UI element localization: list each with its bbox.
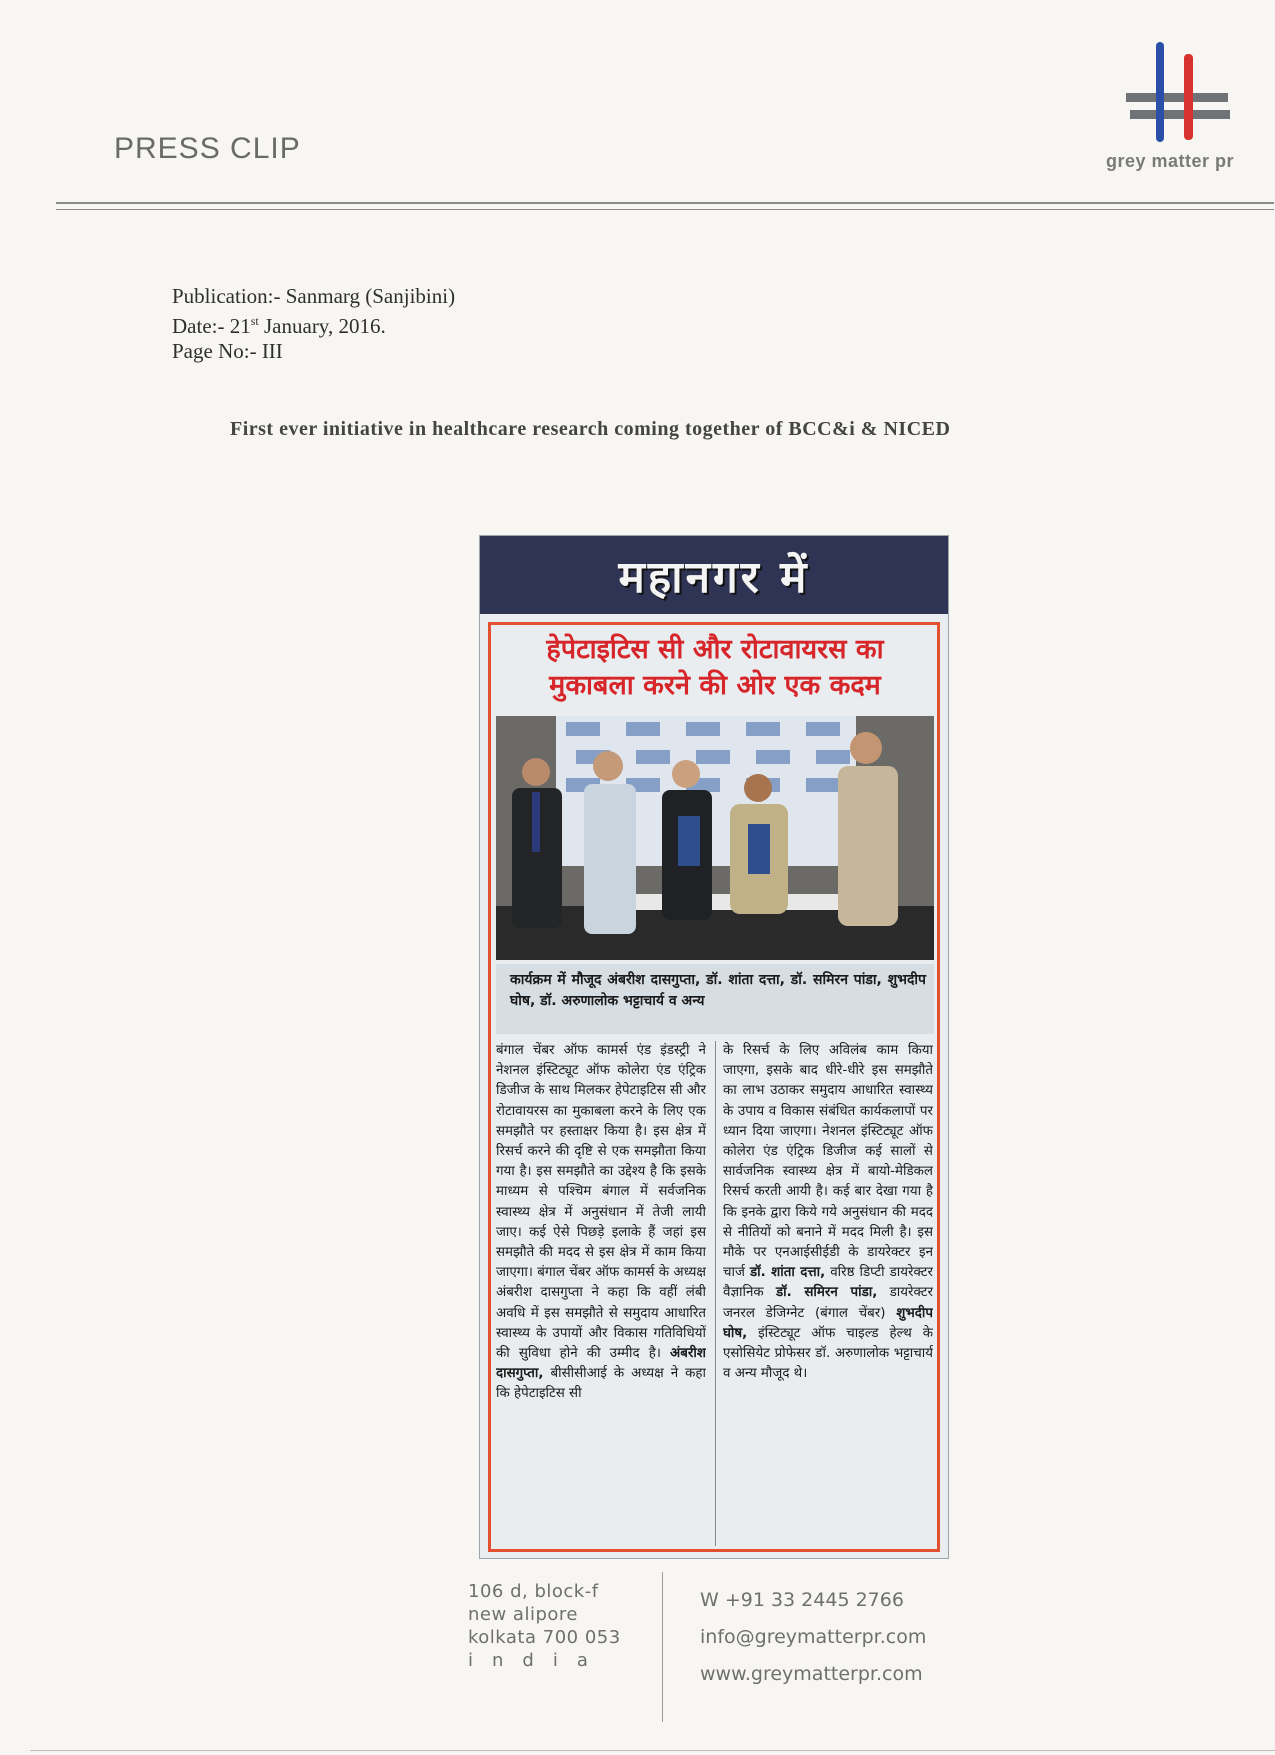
article-photo (496, 716, 934, 960)
publication-line: Publication:- Sanmarg (Sanjibini) (172, 284, 456, 308)
date-suffix: January, 2016. (258, 314, 386, 338)
address-line-4: india (468, 1650, 607, 1671)
newspaper-clipping (479, 535, 949, 1559)
column-divider (715, 1041, 716, 1546)
article-headline-line2: मुकाबला करने की ओर एक कदम (549, 670, 881, 701)
address-line-2: new alipore (468, 1604, 578, 1625)
footer-contact (700, 1582, 926, 1693)
publication-meta (172, 284, 455, 364)
footer-address (468, 1580, 621, 1672)
column2-text-d: इंस्टिट्यूट ऑफ चाइल्ड हेल्थ के एसोसियेट प्रोफेसर डॉ. अरुणालोक भट्टाचार्य व अन्य मौजूद थे। (723, 1325, 933, 1382)
press-clip-label: PRESS CLIP (114, 132, 301, 165)
article-column-2 (723, 1041, 933, 1549)
header-divider-thin (56, 209, 1274, 210)
column1-text-a: बंगाल चेंबर ऑफ कामर्स एंड इंडस्ट्री ने नेशनल इंस्टिट्यूट ऑफ कोलेरा एंड एंट्रिक डिजीज के साथ मिलकर हेपेटाइटिस सी और रोटावायरस का मुकाबला करने के लिए एक समझौते पर हस्ताक्षर किया है। इस क्षेत्र में रिसर्च करने की दृष्टि से एक समझौता किया गया है। इस समझौते का उद्देश्य है कि इसके माध्यम से पश्चिम बंगाल में सर्वजनिक स्वास्थ्य क्षेत्र में अनुसंधान में तेजी लायी जाए। कई ऐसे पिछड़े इलाके हैं जहां इस समझौते की मदद से इस क्षेत्र में काम किया जाएगा। बंगाल चेंबर ऑफ कामर्स के अध्यक्ष अंबरीश दासगुप्ता ने कहा कि वहीं लंबी अवधि में इस समझौते से समुदाय आधारित स्वास्थ्य के उपायों और विकास गतिविधियों की सुविधा होने की उम्मीद है। (496, 1043, 706, 1362)
grey-matter-logo-icon (1126, 38, 1236, 146)
footer-phone: W +91 33 2445 2766 (700, 1589, 904, 1611)
column2-text-a: के रिसर्च के लिए अविलंब काम किया जाएगा, इसके बाद धीरे-धीरे इस समझौते का लाभ उठाकर समुदाय आधारित स्वास्थ्य के उपाय व विकास संबंधित कार्यकलापों पर ध्यान दिया जाएगा। नेशनल इंस्टिट्यूट ऑफ कोलेरा एंड एंट्रिक डिजीज कई सालों से सार्वजनिक स्वास्थ्य क्षेत्र में बायो-मेडिकल रिसर्च करती आयी है। कई बार देखा गया है कि इनके द्वारा किये गये अनुसंधान की मदद से नीतियों को बनाने में मदद मिली है। इस मौके पर एनआईसीईडी के डायरेक्टर इन चार्ज (723, 1043, 933, 1281)
clip-headline: First ever initiative in healthcare research coming together of BCC&i & NICED (230, 418, 951, 440)
column2-bold-name-3: शुभदीप घोष, (723, 1305, 933, 1341)
footer-email[interactable]: info@greymatterpr.com (700, 1626, 927, 1648)
date-ordinal: st (250, 314, 259, 328)
column1-bold-name: अंबरीश दासगुप्ता, (496, 1346, 706, 1382)
masthead-title: महानगर में (618, 552, 810, 603)
bottom-rule (30, 1750, 1275, 1751)
page-line: Page No:- III (172, 339, 283, 363)
date-prefix: Date:- 21 (172, 314, 251, 338)
footer-divider (662, 1572, 663, 1722)
column1-text-b: बीसीसीआई के अध्यक्ष ने कहा कि हेपेटाइटिस सी (496, 1366, 706, 1402)
article-column-1 (496, 1041, 706, 1549)
date-line (172, 309, 455, 339)
column2-bold-name-1: डॉ. शांता दत्ता, (749, 1265, 826, 1281)
clipping-masthead (480, 536, 948, 614)
address-line-1: 106 d, block-f (468, 1581, 599, 1602)
footer-website[interactable]: www.greymatterpr.com (700, 1663, 923, 1685)
column2-text-c: डायरेक्टर जनरल डेजिग्नेट (बंगाल चेंबर) (723, 1285, 933, 1321)
column2-bold-name-2: डॉ. समिरन पांडा, (775, 1285, 878, 1301)
logo-wordmark: grey matter pr (1106, 151, 1235, 171)
photo-caption: कार्यक्रम में मौजूद अंबरीश दासगुप्ता, डॉ. शांता दत्ता, डॉ. समिरन पांडा, शुभदीप घोष, डॉ. अरुणालोक भट्टाचार्य व अन्य (496, 964, 934, 1034)
address-line-3: kolkata 700 053 (468, 1627, 621, 1648)
header-divider (56, 202, 1274, 204)
article-headline-line1: हेपेटाइटिस सी और रोटावायरस का (546, 634, 884, 665)
column2-text-b: वरिष्ठ डिप्टी डायरेक्टर वैज्ञानिक (723, 1265, 933, 1301)
article-headline (500, 632, 930, 704)
